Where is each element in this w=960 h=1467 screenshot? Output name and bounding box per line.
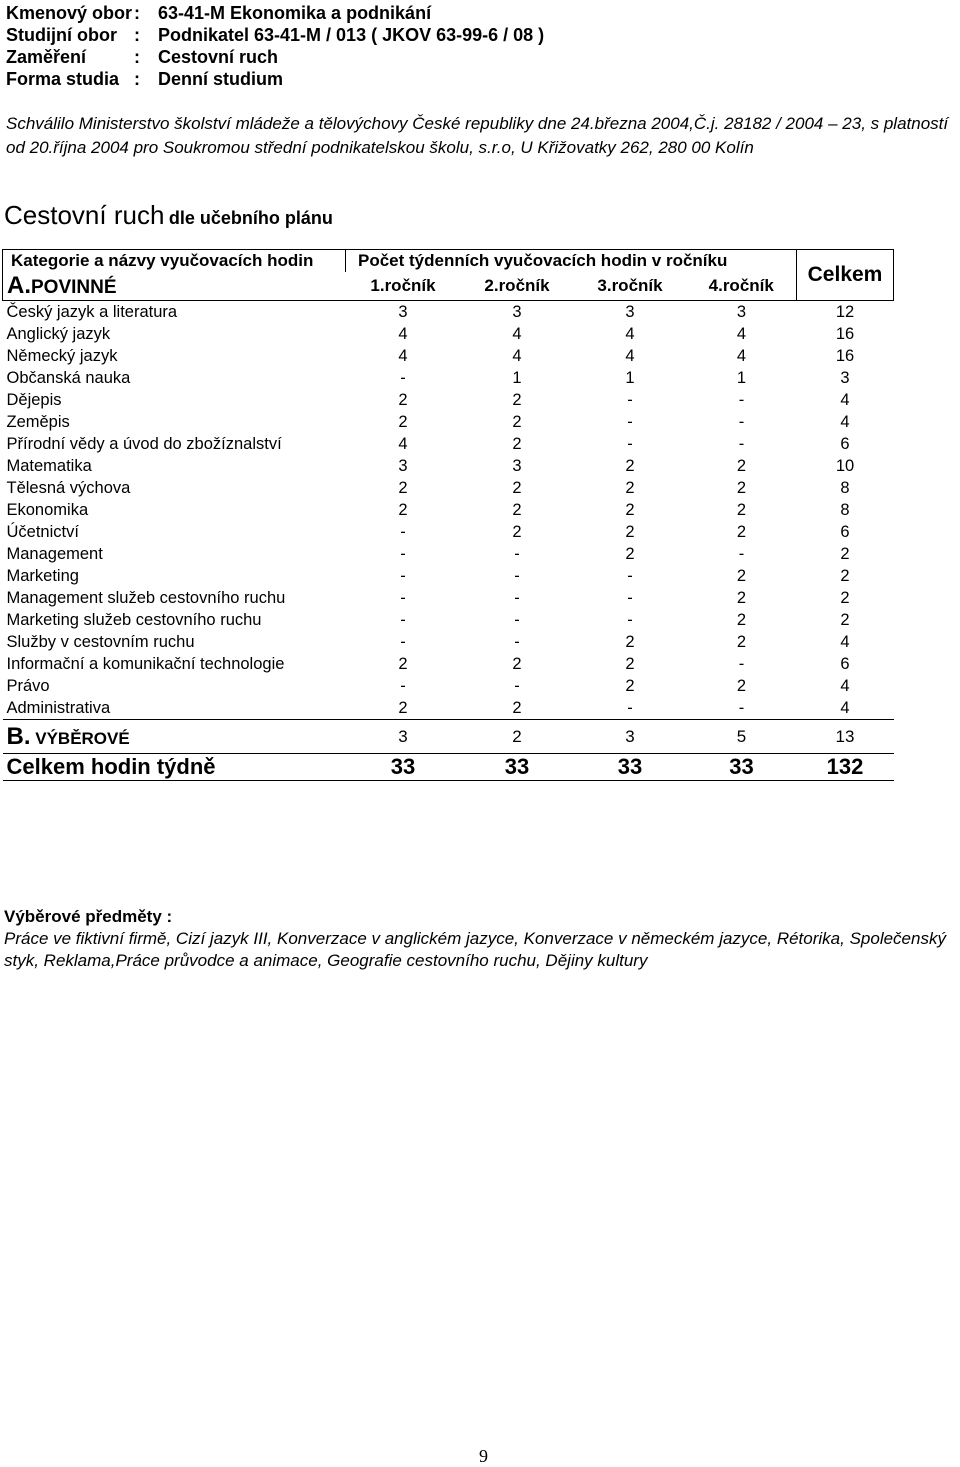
electives-list: Práce ve fiktivní firmě, Cizí jazyk III, Konverzace v anglickém jazyce, Konverzace v německém jazyce, Rétorika, Společenský styk, Reklama,Práce průvodce a animace, Geografie cestovního ruchu, Dějiny kultury bbox=[4, 929, 946, 970]
hours-value: - bbox=[627, 698, 633, 717]
hours-value: 2 bbox=[625, 456, 635, 475]
approval-text: Schválilo Ministerstvo školství mládeže a tělovýchovy České republiky dne 24.března 2004,Č.j. 28182 / 2004 – 23, s platností od 20.října 2004 pro Soukromou střední podnikatelskou školu, s.r.o, U Křižovatky 262, 280 00 Kolín bbox=[6, 114, 949, 157]
header-label: Kmenový obor bbox=[6, 3, 133, 23]
table-row bbox=[3, 521, 894, 543]
row-total: 2 bbox=[840, 544, 850, 563]
header-value: Denní studium bbox=[158, 69, 283, 89]
hours-value: 2 bbox=[736, 676, 747, 695]
table-row bbox=[3, 565, 894, 587]
hours-value: 2 bbox=[512, 434, 522, 453]
header-value: Cestovní ruch bbox=[158, 47, 279, 67]
year-header: 1.ročník bbox=[370, 276, 436, 295]
hours-value: - bbox=[627, 566, 633, 585]
hours-value: - bbox=[738, 698, 745, 717]
hours-value: 2 bbox=[625, 544, 635, 563]
page-number: 9 bbox=[479, 1446, 488, 1466]
hours-value: 2 bbox=[398, 654, 408, 673]
hours-value: 2 bbox=[625, 632, 635, 651]
section-b-value: 5 bbox=[687, 720, 797, 754]
year-header: 4.ročník bbox=[708, 276, 774, 295]
table-row bbox=[3, 301, 894, 324]
title-main: Cestovní ruch bbox=[4, 200, 165, 230]
row-total: 4 bbox=[840, 698, 850, 717]
hours-value: 2 bbox=[736, 456, 747, 475]
header-row bbox=[6, 2, 544, 24]
hours-value: - bbox=[627, 588, 633, 607]
hours-value: 2 bbox=[736, 632, 747, 651]
hours-value: - bbox=[738, 434, 745, 453]
row-total: 16 bbox=[835, 346, 855, 365]
subject-name: Administrativa bbox=[6, 698, 111, 717]
table-row bbox=[3, 587, 894, 609]
row-total: 4 bbox=[840, 412, 850, 431]
hours-value: 2 bbox=[512, 698, 522, 717]
subject-name: Účetnictví bbox=[6, 522, 79, 541]
row-total: 2 bbox=[840, 610, 850, 629]
row-total: 16 bbox=[835, 324, 855, 343]
hours-value: 2 bbox=[625, 676, 635, 695]
hours-value: 2 bbox=[512, 522, 522, 541]
hours-value: 2 bbox=[398, 412, 408, 431]
hours-value: - bbox=[400, 522, 406, 541]
section-b-value: 2 bbox=[461, 720, 574, 754]
hours-value: - bbox=[400, 610, 406, 629]
table-row bbox=[3, 345, 894, 367]
hours-value: 2 bbox=[512, 500, 522, 519]
hours-value: 4 bbox=[512, 346, 522, 365]
column-header-total: Celkem bbox=[797, 250, 894, 301]
total-grand: 132 bbox=[797, 754, 894, 781]
section-b-value: 3 bbox=[346, 720, 461, 754]
hours-value: 2 bbox=[736, 522, 747, 541]
column-header-hours: Počet týdenních vyučovacích hodin v ročníku bbox=[346, 250, 797, 273]
table-row bbox=[3, 653, 894, 675]
row-total: 2 bbox=[840, 566, 850, 585]
hours-value: - bbox=[514, 544, 520, 563]
hours-value: 2 bbox=[512, 478, 522, 497]
table-row bbox=[3, 499, 894, 521]
table-row bbox=[3, 433, 894, 455]
table-row bbox=[3, 411, 894, 433]
subject-name: Český jazyk a literatura bbox=[3, 301, 346, 324]
hours-value: 4 bbox=[398, 346, 408, 365]
subject-name: Marketing služeb cestovního ruchu bbox=[6, 610, 262, 629]
hours-value: 2 bbox=[736, 566, 747, 585]
year-header: 3.ročník bbox=[597, 276, 663, 295]
hours-value: - bbox=[738, 654, 745, 673]
table-row bbox=[3, 675, 894, 697]
hours-value: 3 bbox=[574, 301, 687, 324]
header-separator: : bbox=[134, 25, 140, 45]
hours-value: - bbox=[514, 566, 520, 585]
total-value: 33 bbox=[574, 754, 687, 781]
row-total: 6 bbox=[840, 434, 850, 453]
row-total: 4 bbox=[840, 676, 850, 695]
hours-value: 2 bbox=[512, 390, 522, 409]
hours-value: 4 bbox=[736, 324, 747, 343]
page-title bbox=[4, 200, 333, 231]
table-row bbox=[3, 697, 894, 720]
header-label: Studijní obor bbox=[6, 25, 117, 45]
hours-value: 3 bbox=[512, 456, 522, 475]
subject-rows bbox=[3, 301, 894, 720]
total-value: 33 bbox=[687, 754, 797, 781]
header-row bbox=[6, 68, 544, 90]
table-row bbox=[3, 367, 894, 389]
table-row bbox=[3, 455, 894, 477]
hours-value: - bbox=[627, 434, 633, 453]
header-separator: : bbox=[134, 69, 140, 89]
hours-value: 2 bbox=[512, 654, 522, 673]
hours-value: 3 bbox=[461, 301, 574, 324]
table-row bbox=[3, 631, 894, 653]
subject-name: Ekonomika bbox=[6, 500, 89, 519]
subject-name: Zeměpis bbox=[6, 412, 70, 431]
hours-value: - bbox=[514, 632, 520, 651]
hours-value: - bbox=[400, 566, 406, 585]
electives-heading: Výběrové předměty : bbox=[4, 907, 173, 926]
hours-value: 2 bbox=[736, 478, 747, 497]
section-b-row bbox=[3, 720, 894, 754]
subject-name: Matematika bbox=[6, 456, 92, 475]
section-b-total: 13 bbox=[797, 720, 894, 754]
section-b-label: VÝBĚROVÉ bbox=[35, 728, 130, 748]
row-total: 8 bbox=[840, 478, 850, 497]
hours-value: - bbox=[514, 610, 520, 629]
column-header-category: Kategorie a názvy vyučovacích hodin bbox=[3, 250, 346, 273]
total-row bbox=[3, 754, 894, 781]
hours-value: 4 bbox=[512, 324, 522, 343]
hours-value: 4 bbox=[398, 434, 408, 453]
hours-value: 2 bbox=[398, 478, 408, 497]
hours-value: 2 bbox=[398, 500, 408, 519]
header-value: Podnikatel 63-41-M / 013 ( JKOV 63-99-6 / 08 ) bbox=[158, 25, 545, 45]
subject-name: Německý jazyk bbox=[6, 346, 118, 365]
row-total: 4 bbox=[840, 390, 850, 409]
hours-value: 2 bbox=[736, 610, 747, 629]
subject-name: Informační a komunikační technologie bbox=[6, 654, 285, 673]
table-row bbox=[3, 323, 894, 345]
header-row bbox=[6, 46, 544, 68]
table-row bbox=[3, 389, 894, 411]
row-total: 4 bbox=[840, 632, 850, 651]
table-row bbox=[3, 543, 894, 565]
curriculum-table bbox=[2, 249, 894, 781]
hours-value: - bbox=[400, 544, 406, 563]
hours-value: 2 bbox=[625, 478, 635, 497]
row-total: 8 bbox=[840, 500, 850, 519]
total-label: Celkem hodin týdně bbox=[3, 754, 346, 781]
hours-value: 2 bbox=[625, 522, 635, 541]
hours-value: - bbox=[738, 412, 745, 431]
header-label: Zaměření bbox=[6, 47, 87, 67]
hours-value: - bbox=[514, 588, 520, 607]
header-value: 63-41-M Ekonomika a podnikání bbox=[158, 3, 432, 23]
hours-value: 2 bbox=[398, 698, 408, 717]
table-row bbox=[3, 609, 894, 631]
subject-name: Management služeb cestovního ruchu bbox=[6, 588, 286, 607]
hours-value: 3 bbox=[398, 456, 408, 475]
electives-section bbox=[4, 906, 959, 972]
subject-name: Management bbox=[6, 544, 103, 563]
row-total: 2 bbox=[840, 588, 850, 607]
hours-value: - bbox=[400, 368, 406, 387]
hours-value: - bbox=[514, 676, 520, 695]
hours-value: 4 bbox=[736, 346, 747, 365]
row-total: 12 bbox=[797, 301, 894, 324]
row-total: 6 bbox=[840, 654, 850, 673]
hours-value: 1 bbox=[736, 368, 747, 387]
hours-value: - bbox=[400, 588, 406, 607]
subject-name: Přírodní vědy a úvod do zbožíznalství bbox=[6, 434, 282, 453]
hours-value: 3 bbox=[687, 301, 797, 324]
hours-value: 3 bbox=[346, 301, 461, 324]
table-row bbox=[3, 477, 894, 499]
subject-name: Právo bbox=[6, 676, 50, 695]
total-value: 33 bbox=[461, 754, 574, 781]
year-header: 2.ročník bbox=[484, 276, 550, 295]
header-separator: : bbox=[134, 47, 140, 67]
row-total: 3 bbox=[840, 368, 850, 387]
hours-value: 4 bbox=[625, 324, 635, 343]
hours-value: 1 bbox=[512, 368, 522, 387]
subject-name: Dějepis bbox=[6, 390, 62, 409]
hours-value: - bbox=[627, 610, 633, 629]
table-header-row bbox=[3, 250, 894, 273]
title-sub: dle učebního plánu bbox=[168, 208, 333, 228]
hours-value: - bbox=[627, 390, 633, 409]
hours-value: 1 bbox=[625, 368, 635, 387]
hours-value: 2 bbox=[512, 412, 522, 431]
header-info bbox=[6, 2, 544, 90]
subject-name: Tělesná výchova bbox=[6, 478, 131, 497]
subject-name: Občanská nauka bbox=[6, 368, 131, 387]
total-value: 33 bbox=[346, 754, 461, 781]
subject-name: Služby v cestovním ruchu bbox=[6, 632, 195, 651]
header-separator: : bbox=[134, 3, 140, 23]
row-total: 6 bbox=[840, 522, 850, 541]
hours-value: 4 bbox=[625, 346, 635, 365]
subject-name: Anglický jazyk bbox=[6, 324, 111, 343]
section-b-cell bbox=[3, 720, 346, 754]
hours-value: 2 bbox=[736, 588, 747, 607]
hours-value: 2 bbox=[625, 654, 635, 673]
section-a-row bbox=[3, 272, 894, 301]
hours-value: - bbox=[627, 412, 633, 431]
section-a-cell bbox=[3, 272, 346, 301]
header-row bbox=[6, 24, 544, 46]
hours-value: - bbox=[738, 544, 745, 563]
row-total: 10 bbox=[835, 456, 855, 475]
section-a-label: POVINNÉ bbox=[31, 277, 117, 298]
section-a-letter: A. bbox=[7, 272, 31, 299]
header-label: Forma studia bbox=[6, 69, 120, 89]
section-b-value: 3 bbox=[574, 720, 687, 754]
hours-value: 2 bbox=[625, 500, 635, 519]
hours-value: - bbox=[400, 676, 406, 695]
hours-value: 4 bbox=[398, 324, 408, 343]
section-b-letter: B. bbox=[6, 722, 31, 750]
hours-value: - bbox=[738, 390, 745, 409]
hours-value: 2 bbox=[398, 390, 408, 409]
subject-name: Marketing bbox=[6, 566, 79, 585]
hours-value: - bbox=[400, 632, 406, 651]
hours-value: 2 bbox=[736, 500, 747, 519]
